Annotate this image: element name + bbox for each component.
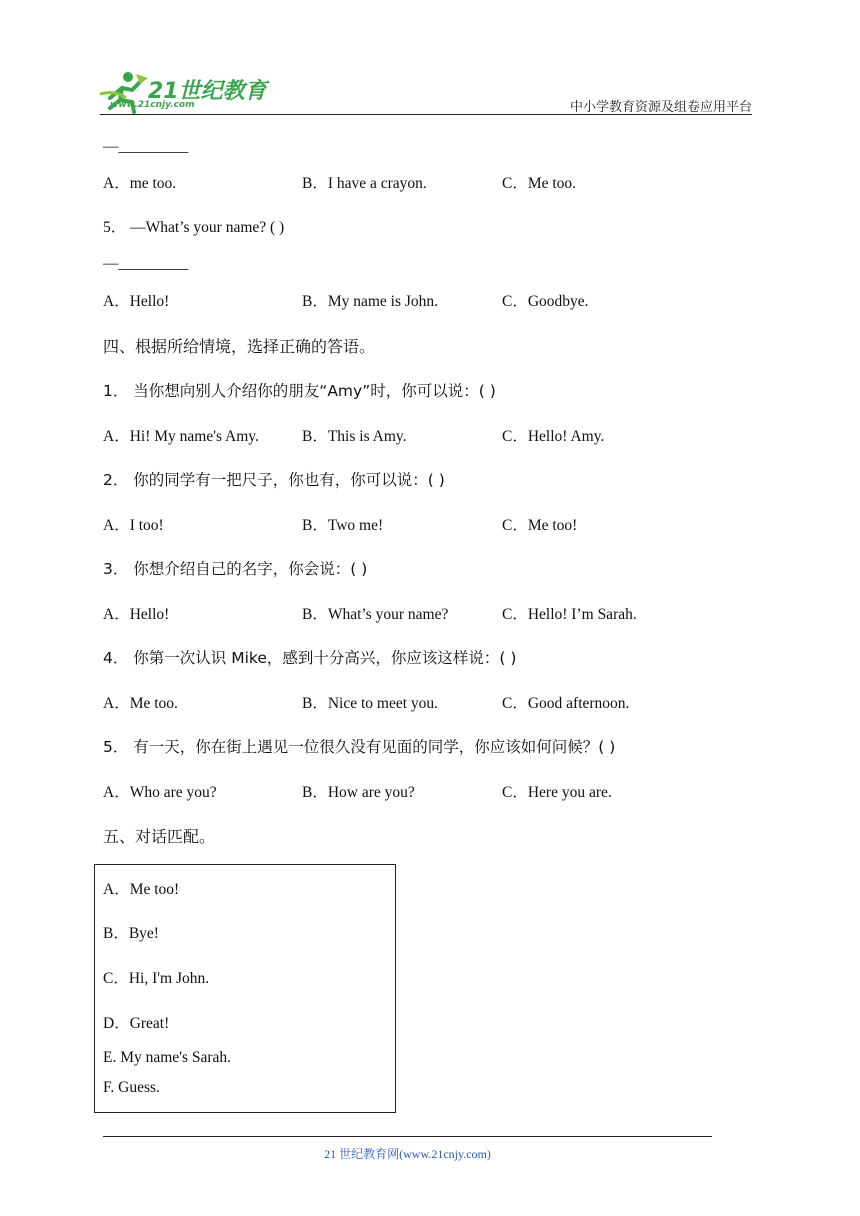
p4-q1-option-a[interactable]: A．Hi! My name's Amy. [103, 428, 259, 445]
match-options-box [94, 864, 396, 1113]
p4-q4-option-c[interactable]: C．Good afternoon. [502, 695, 630, 712]
p4-q1-option-b[interactable]: B．This is Amy. [302, 428, 407, 445]
p4-q5-option-a[interactable]: A．Who are you? [103, 784, 217, 801]
q5-option-c[interactable]: C．Goodbye. [502, 293, 589, 310]
p4-q5-option-b[interactable]: B．How are you? [302, 784, 415, 801]
section-4-title: 四、根据所给情境，选择正确的答语。 [103, 337, 376, 356]
q5-option-a[interactable]: A．Hello! [103, 293, 170, 310]
p4-q4-option-a[interactable]: A．Me too. [103, 695, 178, 712]
q4-option-a[interactable]: A．me too. [103, 175, 177, 192]
p4-q5-option-c[interactable]: C．Here you are. [502, 784, 612, 801]
match-item-b[interactable]: B．Bye! [103, 925, 159, 942]
p4-q3-prompt: 3． 你想介绍自己的名字，你会说：( ) [103, 560, 368, 578]
footer-site-link[interactable]: 21 世纪教育网(www.21cnjy.com) [324, 1147, 491, 1161]
p4-q1-prompt: 1． 当你想向别人介绍你的朋友“Amy”时，你可以说：( ) [103, 382, 496, 400]
q4-option-b[interactable]: B．I have a crayon. [302, 175, 427, 192]
section-5-title: 五、对话匹配。 [103, 827, 216, 846]
footer-divider [103, 1136, 712, 1137]
p4-q3-option-c[interactable]: C．Hello! I’m Sarah. [502, 606, 637, 623]
platform-label: 中小学教育资源及组卷应用平台 [569, 99, 752, 114]
q5-prompt: 5． —What’s your name? ( ) [103, 219, 285, 236]
header-divider [100, 114, 752, 115]
p4-q2-option-c[interactable]: C．Me too! [502, 517, 578, 534]
logo-url: www.21cnjy.com [110, 100, 195, 110]
q5-answer-blank: —_________ [103, 255, 189, 272]
match-item-e[interactable]: E. My name's Sarah. [103, 1049, 232, 1066]
match-item-a[interactable]: A．Me too! [103, 881, 180, 898]
match-item-d[interactable]: D．Great! [103, 1015, 170, 1032]
p4-q3-option-a[interactable]: A．Hello! [103, 606, 170, 623]
p4-q1-option-c[interactable]: C．Hello! Amy. [502, 428, 605, 445]
logo-text: 21世纪教育 [148, 79, 267, 104]
q4-answer-blank: —_________ [103, 138, 189, 155]
q5-option-b[interactable]: B．My name is John. [302, 293, 439, 310]
p4-q4-option-b[interactable]: B．Nice to meet you. [302, 695, 439, 712]
p4-q2-option-a[interactable]: A．I too! [103, 517, 164, 534]
q4-option-c[interactable]: C．Me too. [502, 175, 577, 192]
match-item-c[interactable]: C．Hi, I'm John. [103, 970, 210, 987]
p4-q2-option-b[interactable]: B．Two me! [302, 517, 384, 534]
p4-q2-prompt: 2． 你的同学有一把尺子，你也有，你可以说：( ) [103, 471, 445, 489]
site-logo [96, 68, 266, 116]
match-item-f[interactable]: F. Guess. [103, 1079, 160, 1096]
p4-q3-option-b[interactable]: B．What’s your name? [302, 606, 449, 623]
p4-q5-prompt: 5． 有一天，你在街上遇见一位很久没有见面的同学，你应该如何问候？( ) [103, 738, 616, 756]
p4-q4-prompt: 4． 你第一次认识 Mike，感到十分高兴，你应该这样说：( ) [103, 649, 517, 667]
